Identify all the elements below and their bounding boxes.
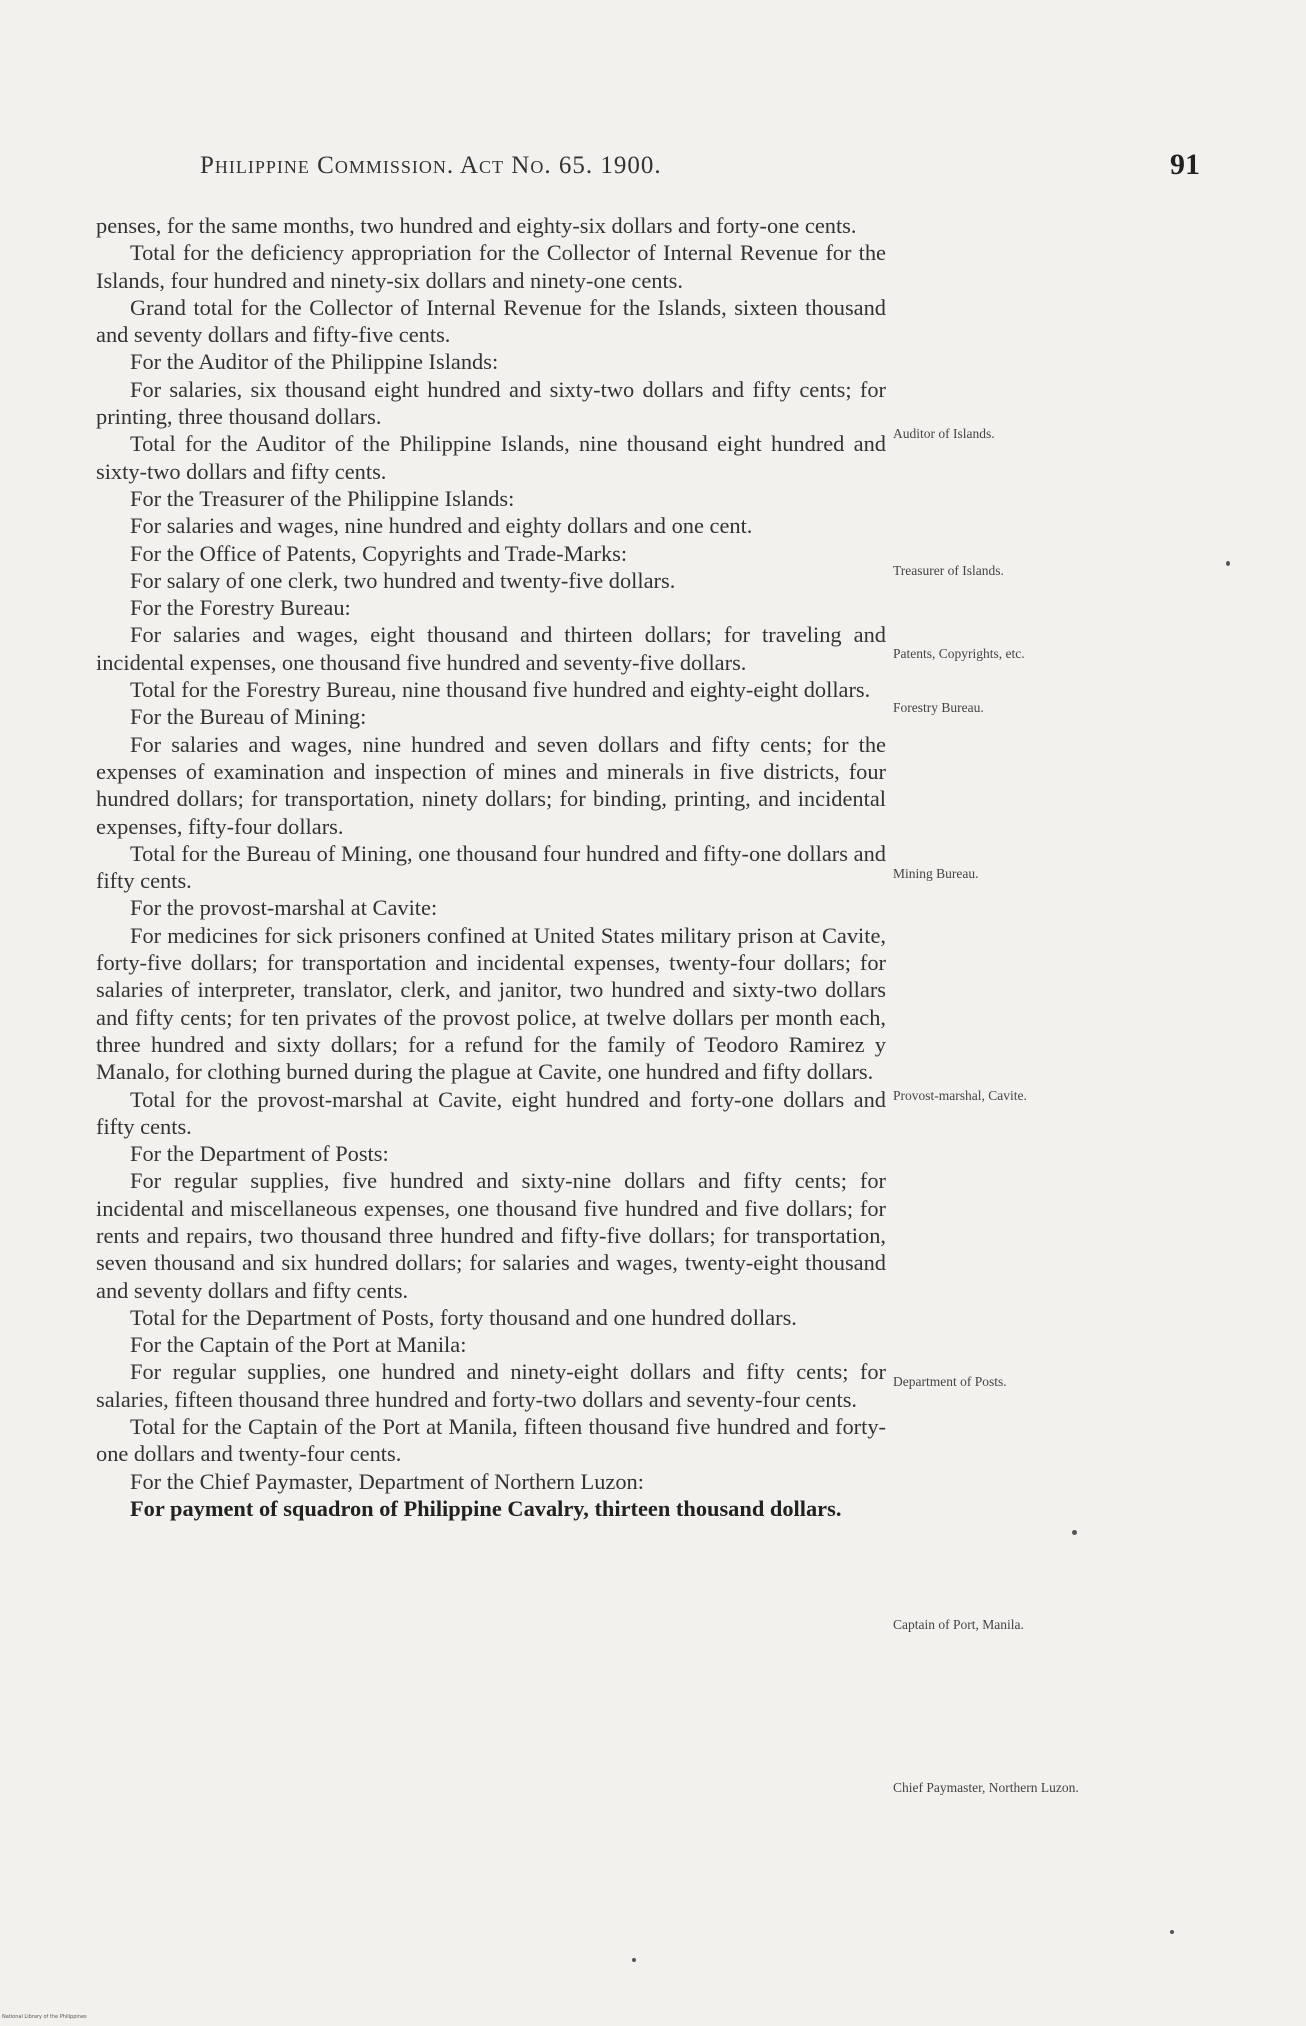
paragraph: For salaries and wages, nine hundred and eighty dollars and one cent. <box>130 513 753 539</box>
speck-mark <box>1170 1930 1174 1934</box>
paragraph: penses, for the same months, two hundred and eighty-six dollars and forty-one cents. <box>96 213 857 238</box>
margin-note-auditor: Auditor of Islands. <box>893 426 995 441</box>
margin-note-patents: Patents, Copyrights, etc. <box>893 646 1025 661</box>
paragraph: Total for the Bureau of Mining, one thousand four hundred and fifty-one dollars and fifty cents. <box>96 840 886 894</box>
running-head: Philippine Commission. Act No. 65. 1900. <box>200 152 662 179</box>
paragraph: For salaries and wages, eight thousand and thirteen dollars; for traveling and incidental expenses, one thousand five hundred and seventy-five dollars. <box>96 622 886 675</box>
paragraph: Total for the Forestry Bureau, nine thousand five hundred and eighty-eight dollars. <box>130 677 871 703</box>
paragraph: For payment of squadron of Philippine Cavalry, thirteen thousand dollars. <box>130 1495 842 1521</box>
page-number: 91 <box>1170 148 1200 181</box>
paragraph: For medicines for sick prisoners confined at United States military prison at Cavite, forty-five dollars; for transportation and incidental expenses, twenty-four dollars; for salaries of interpreter, translator, clerk, and janitor, two hundred and sixty-two dollars and fifty cents; for ten privates of the provost police, at twelve dollars per month each, three hundred and sixty dollars; for a refund for the family of Teodoro Ramirez y Manalo, for clothing burned during the plague at Cavite, one hundred and fifty dollars. <box>96 922 886 1085</box>
paragraph: For the Office of Patents, Copyrights and Trade-Marks: <box>130 540 628 566</box>
paragraph: Grand total for the Collector of Internal Revenue for the Islands, sixteen thousand and seventy dollars and fifty-five cents. <box>96 294 886 348</box>
paragraph: For the Captain of the Port at Manila: <box>130 1332 467 1358</box>
paragraph: For the provost-marshal at Cavite: <box>130 895 438 921</box>
paragraph: Total for the deficiency appropriation for the Collector of Internal Revenue for the Islands, four hundred and ninety-six dollars and ninety-one cents. <box>96 240 886 293</box>
margin-note-treasurer: Treasurer of Islands. <box>893 563 1004 578</box>
margin-note-provost: Provost-marshal, Cavite. <box>893 1088 1027 1103</box>
margin-note-posts: Department of Posts. <box>893 1374 1007 1389</box>
paragraph: For the Bureau of Mining: <box>130 704 367 730</box>
paragraph: For the Treasurer of the Philippine Islands: <box>130 485 515 511</box>
page-header <box>200 148 1200 192</box>
paragraph: Total for the provost-marshal at Cavite, eight hundred and forty-one dollars and fifty cents. <box>96 1086 886 1139</box>
margin-note-mining: Mining Bureau. <box>893 866 979 881</box>
margin-note-forestry: Forestry Bureau. <box>893 700 984 715</box>
body-text <box>96 212 886 1522</box>
paragraph: For the Department of Posts: <box>130 1141 389 1167</box>
scan-credit: National Library of the Philippines <box>2 2014 87 2020</box>
margin-note-paymaster: Chief Paymaster, Northern Luzon. <box>893 1780 1079 1795</box>
paragraph: Total for the Captain of the Port at Manila, fifteen thousand five hundred and forty-one dollars and twenty-four cents. <box>96 1414 886 1467</box>
paragraph: For regular supplies, one hundred and ninety-eight dollars and fifty cents; for salaries, fifteen thousand three hundred and forty-two dollars and seventy-four cents. <box>96 1359 886 1412</box>
paragraph: For salaries and wages, nine hundred and seven dollars and fifty cents; for the expenses of examination and inspection of mines and minerals in five districts, four hundred dollars; for transportation, ninety dollars; for binding, printing, and incidental expenses, fifty-four dollars. <box>96 731 886 839</box>
paragraph: For salary of one clerk, two hundred and twenty-five dollars. <box>130 567 676 593</box>
paragraph: Total for the Auditor of the Philippine Islands, nine thousand eight hundred and sixty-two dollars and fifty cents. <box>96 431 886 484</box>
speck-mark <box>1226 561 1230 566</box>
paragraph: Total for the Department of Posts, forty thousand and one hundred dollars. <box>130 1304 797 1330</box>
paragraph: For regular supplies, five hundred and sixty-nine dollars and fifty cents; for incidental and miscellaneous expenses, one thousand five hundred and five dollars; for rents and repairs, two thousand three hundred and fifty-five dollars; for transportation, seven thousand and six hundred dollars; for salaries and wages, twenty-eight thousand and seventy dollars and fifty cents. <box>96 1168 886 1303</box>
paragraph: For the Auditor of the Philippine Islands: <box>130 349 499 375</box>
speck-mark <box>1072 1530 1077 1535</box>
speck-mark <box>632 1958 636 1962</box>
paragraph: For salaries, six thousand eight hundred and sixty-two dollars and fifty cents; for printing, three thousand dollars. <box>96 376 886 430</box>
paragraph: For the Forestry Bureau: <box>130 595 351 621</box>
paragraph: For the Chief Paymaster, Department of Northern Luzon: <box>130 1468 644 1494</box>
margin-note-captain: Captain of Port, Manila. <box>893 1617 1024 1632</box>
